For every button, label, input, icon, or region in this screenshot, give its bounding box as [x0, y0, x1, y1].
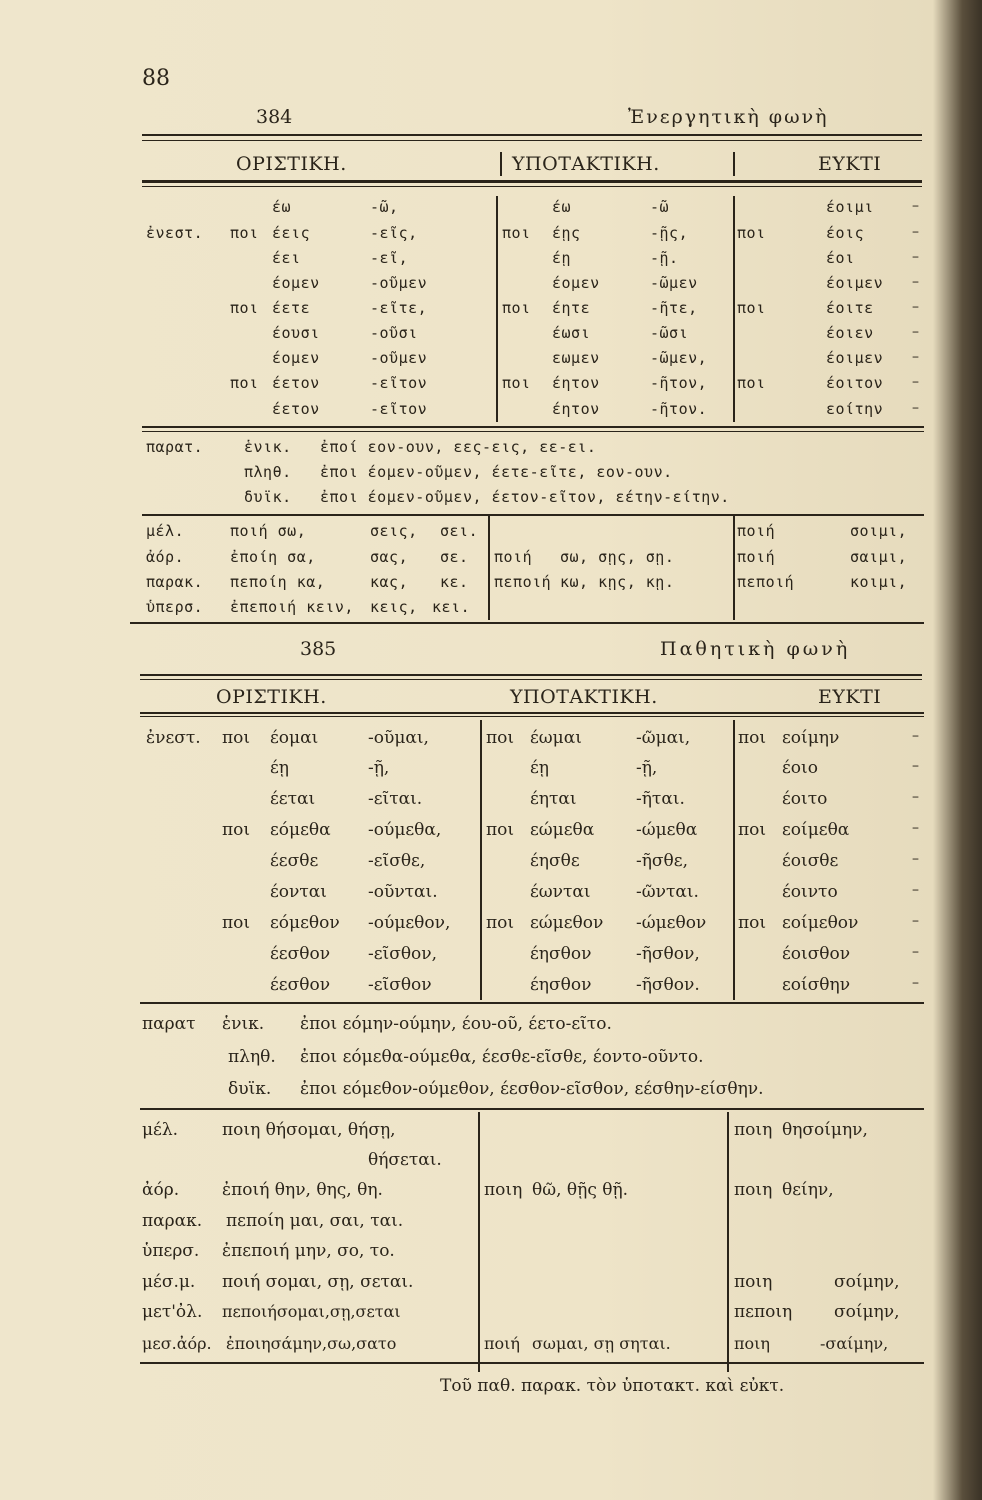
section-number-385: 385 [300, 638, 337, 660]
rule [140, 712, 924, 714]
divider [727, 1112, 729, 1372]
rule [140, 679, 922, 680]
footer-note: Τοῦ παθ. παρακ. τὸν ὑποτακτ. καὶ εὐκτ. [440, 1376, 785, 1396]
rule [142, 140, 922, 141]
divider [733, 196, 735, 422]
divider [496, 196, 498, 422]
rule [142, 431, 924, 432]
active-voice-title: Ἐνεργητικὴ φωνὴ [628, 106, 829, 128]
rule [140, 1362, 924, 1364]
rule [142, 180, 922, 183]
optative-header: ΕΥΚΤΙ [818, 153, 882, 175]
divider [480, 720, 482, 1000]
rule [140, 674, 922, 676]
rule [142, 514, 924, 516]
divider [733, 720, 735, 1000]
book-page: 88 384 Ἐνεργητικὴ φωνὴ ΟΡΙΣΤΙΚΗ. ΥΠΟΤΑΚΤΙΚΗ. ΕΥΚΤΙ έω -ῶ, ἐνεστ. ποι έεις -εῖς, έει -εῖ, έομεν -οῦμεν ποι έετε -εῖτε, έουσι -οῦσι έομεν -οῦμεν ποι έετον -εῖτον έετον -εῖτον έω -ῶ ποι έῃς -ῇς, έῃ -ῇ. έομεν -ῶμεν ποι έητε -ῆτε, έωσι -ῶσι εωμεν -ῶμεν, ποι έητον -ῆτον, έητον -ῆτον. έοιμι – ποι έοις – έοι – έοιμεν – ποι έοιτε – έοιεν – έοιμεν – ποι έοιτον – εοίτην – παρατ. ἑνικ. ἐποί εον-ουν, εες-εις, εε-ει. πληθ. ἐποι έομεν-οῦμεν, έετε-εῖτε, εον-ουν. δυϊκ. ἐποι έομεν-οῦμεν, έετον-εῖτον, εέτην-είτην. μέλ. ποιή σω, σεις, σει. ἀόρ. ἐποίη σα, σας, σε. παρακ. πεποίη κα, κας, κε. ὑπερσ. ἐπεποιή κειν, κεις, κει. ποιή σω, σῃς, σῃ. πεποιή κω, κῃς, κῃ. ποιή σοιμι, ποιή σαιμι, πεποιή κοιμι, 385 Παθητικὴ φωνὴ ΟΡΙΣΤΙΚΗ. ΥΠΟΤΑΚΤΙΚΗ. ΕΥΚΤΙ ἐνεστ. ποι έομαι -οῦμαι, έῃ -ῇ, έεται -εῖται. ποι εόμεθα -ούμεθα, έεσθε -εῖσθε, έονται -οῦνται. ποι εόμεθον -ούμεθον, έεσθον -εῖσθον, έεσθον -εῖσθον ποι έωμαι -ῶμαι, έῃ -ῇ, έηται -ῆται. ποι εώμεθα -ώμεθα έησθε -ῆσθε, έωνται -ῶνται. ποι εώμεθον -ώμεθον έησθον -ῆσθον, έησθον -ῆσθον. ποι εοίμην – έοιο – έοιτο – ποι εοίμεθα – έοισθε – έοιντο – ποι εοίμεθον – έοισθον – εοίσθην – παρατ ἑνικ. ἐποι εόμην-ούμην, έου-οῦ, έετο-εῖτο. πληθ. ἐποι εόμεθα-ούμεθα, έεσθε-εῖσθε, έοντο-οῦντο. δυϊκ. ἐποι εόμεθον-ούμεθον, έεσθον-εῖσθον, εέσθην-είσθην. μέλ. ποιη θήσομαι, θήσῃ, θήσεται. ἀόρ. ἐποιή θην, θης, θη. παρακ. πεποίη μαι, σαι, ται. ὑπερσ. ἐπεποιή μην, σο, το. μέσ.μ. ποιή σομαι, σῃ, σεται. μετ'ὀλ. πεποιήσομαι,σῃ,σεται μεσ.ἀόρ. ἐποιησάμην,σω,σατο ποιη θῶ, θῇς θῇ. ποιή σωμαι, σῃ σηται. ποιη θησοίμην, ποιη θείην, ποιη σοίμην, πεποιη σοίμην, ποιη -σαίμην, Τοῦ παθ. παρακ. τὸν ὑποτακτ. καὶ εὐκτ. [0, 0, 982, 1500]
section-number-384: 384 [256, 106, 293, 128]
rule [142, 186, 922, 187]
indicative-header: ΟΡΙΣΤΙΚΗ. [236, 153, 347, 175]
divider [500, 152, 502, 176]
divider [488, 516, 490, 620]
rule [142, 134, 922, 136]
rule [140, 1108, 924, 1110]
rule [142, 426, 924, 428]
divider [733, 152, 735, 176]
indicative-header: ΟΡΙΣΤΙΚΗ. [216, 686, 327, 708]
rule [140, 716, 924, 717]
rule [130, 622, 924, 624]
page-number: 88 [142, 66, 170, 91]
rule [140, 1002, 924, 1004]
divider [478, 1112, 480, 1372]
divider [733, 516, 735, 620]
passive-voice-title: Παθητικὴ φωνὴ [660, 638, 851, 660]
subjunctive-header: ΥΠΟΤΑΚΤΙΚΗ. [512, 153, 660, 175]
subjunctive-header: ΥΠΟΤΑΚΤΙΚΗ. [510, 686, 658, 708]
optative-header: ΕΥΚΤΙ [818, 686, 882, 708]
